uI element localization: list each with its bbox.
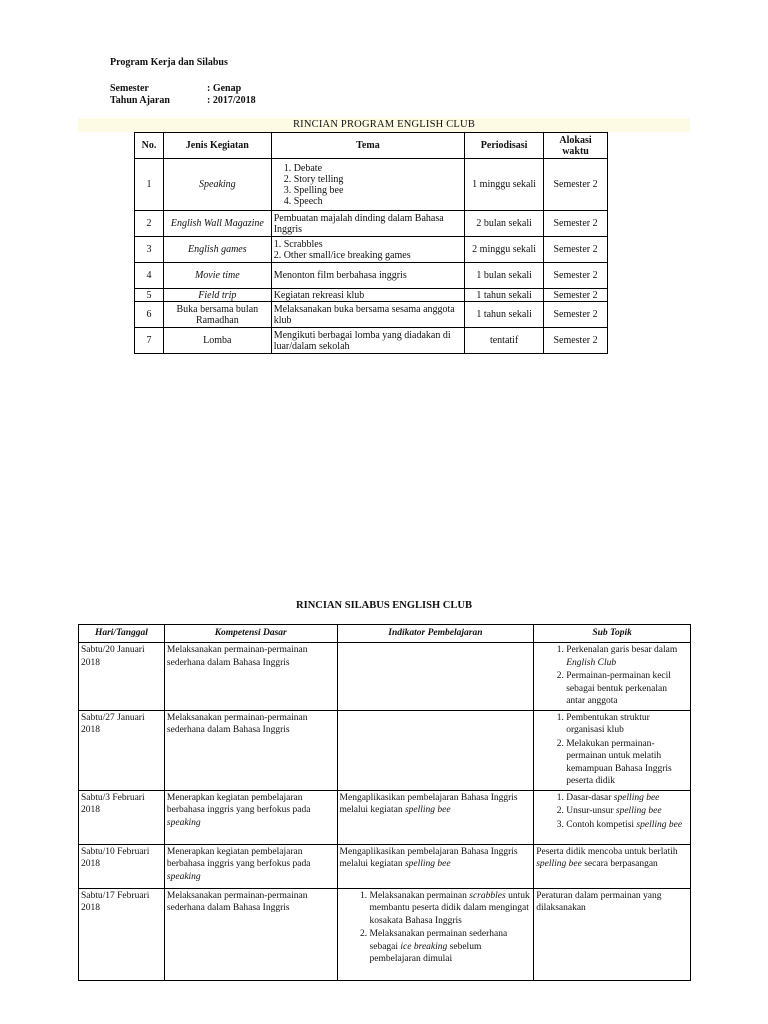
- semester-row: [110, 83, 241, 94]
- theme-cell: [271, 159, 464, 211]
- allocation: Semester 2: [544, 289, 608, 302]
- row-number: 6: [135, 302, 164, 328]
- activity-type: Lomba: [163, 328, 271, 354]
- competency-cell: Menerapkan kegiatan pembelajaran berbahasa inggris yang berfokus pada speaking: [164, 844, 337, 888]
- silabus-row: [79, 710, 691, 790]
- indicator-item: 1. Melaksanakan permainan scrabbles untuk membantu peserta didik dalam mengingat kosakata Bahasa Inggris: [370, 890, 532, 928]
- activity-type: Speaking: [163, 159, 271, 211]
- row-number: 3: [135, 237, 164, 263]
- program-table-title: RINCIAN PROGRAM ENGLISH CLUB: [292, 119, 476, 130]
- silabus-row: [79, 888, 691, 980]
- subtopic-item: 2. Melakukan permainan-permainan untuk melatih kemampuan Bahasa Inggris peserta didik: [566, 738, 688, 788]
- subtopic-item: 1. Perkenalan garis besar dalam English Club: [566, 644, 688, 669]
- indicator-item: 2. Melaksanakan permainan sederhana sebagai ice breaking sebelum pembelajaran dimulai: [370, 928, 532, 966]
- date-cell: Sabtu/27 Januari 2018: [79, 710, 165, 790]
- silabus-row: [79, 643, 691, 711]
- indicator-cell: [337, 710, 534, 790]
- column-header: Jenis Kegiatan: [163, 133, 271, 159]
- subtopic-item: 2. Unsur-unsur spelling bee: [566, 805, 688, 818]
- column-header: Tema: [271, 133, 464, 159]
- subtopic-cell: [534, 643, 691, 711]
- silabus-header-row: [79, 625, 691, 643]
- activity-type: Buka bersama bulan Ramadhan: [163, 302, 271, 328]
- column-header: No.: [135, 133, 164, 159]
- allocation: Semester 2: [544, 159, 608, 211]
- row-number: 7: [135, 328, 164, 354]
- subtopic-item: 1. Dasar-dasar spelling bee: [566, 792, 688, 805]
- period: 2 bulan sekali: [465, 211, 544, 237]
- theme-cell: Melaksanakan buka bersama sesama anggota klub: [271, 302, 464, 328]
- theme-cell: Mengikuti berbagai lomba yang diadakan di luar/dalam sekolah: [271, 328, 464, 354]
- column-header: Periodisasi: [465, 133, 544, 159]
- theme-cell: Pembuatan majalah dinding dalam Bahasa Inggris: [271, 211, 464, 237]
- program-row: [135, 159, 608, 211]
- year-label: Tahun Ajaran: [110, 95, 170, 106]
- program-table: [134, 132, 608, 354]
- theme-cell: Kegiatan rekreasi klub: [271, 289, 464, 302]
- theme-item: 2. Story telling: [283, 173, 344, 185]
- subtopic-cell: Peraturan dalam permainan yang dilaksanakan: [534, 888, 691, 980]
- subtopic-item: 3. Contoh kompetisi spelling bee: [566, 819, 688, 832]
- theme-cell: [271, 237, 464, 263]
- period: 1 minggu sekali: [465, 159, 544, 211]
- program-row: [135, 263, 608, 289]
- competency-cell: Melaksanakan permainan-permainan sederhana dalam Bahasa Inggris: [164, 643, 337, 711]
- column-header: Hari/Tanggal: [79, 625, 165, 643]
- theme-item: 3. Spelling bee: [283, 184, 344, 196]
- theme-item: 2. Other small/ice breaking games: [273, 249, 411, 261]
- subtopic-cell: [534, 790, 691, 844]
- theme-item: 4. Speech: [283, 195, 323, 207]
- period: 1 tahun sekali: [465, 302, 544, 328]
- allocation: Semester 2: [544, 302, 608, 328]
- subtopic-cell: [534, 710, 691, 790]
- competency-cell: Melaksanakan permainan-permainan sederhana dalam Bahasa Inggris: [164, 710, 337, 790]
- program-row: [135, 237, 608, 263]
- indicator-cell: [337, 888, 534, 980]
- activity-type: English Wall Magazine: [163, 211, 271, 237]
- program-header-row: [135, 133, 608, 159]
- date-cell: Sabtu/17 Februari 2018: [79, 888, 165, 980]
- subtopic-item: 2. Permainan-permainan kecil sebagai bentuk perkenalan antar anggota: [566, 670, 688, 708]
- date-cell: Sabtu/10 Februari 2018: [79, 844, 165, 888]
- indicator-cell: [337, 643, 534, 711]
- allocation: Semester 2: [544, 211, 608, 237]
- activity-type: English games: [163, 237, 271, 263]
- subtopic-cell: Peserta didik mencoba untuk berlatih spelling bee secara berpasangan: [534, 844, 691, 888]
- row-number: 5: [135, 289, 164, 302]
- row-number: 2: [135, 211, 164, 237]
- competency-cell: Melaksanakan permainan-permainan sederhana dalam Bahasa Inggris: [164, 888, 337, 980]
- indicator-cell: Mengaplikasikan pembelajaran Bahasa Inggris melalui kegiatan spelling bee: [337, 844, 534, 888]
- theme-item: 1. Scrabbles: [273, 238, 323, 250]
- theme-cell: Menonton film berbahasa inggris: [271, 263, 464, 289]
- period: tentatif: [465, 328, 544, 354]
- program-row: [135, 289, 608, 302]
- program-row: [135, 302, 608, 328]
- program-row: [135, 211, 608, 237]
- activity-type: Movie time: [163, 263, 271, 289]
- semester-label: Semester: [110, 83, 149, 94]
- silabus-table-title: RINCIAN SILABUS ENGLISH CLUB: [296, 600, 472, 611]
- activity-type: Field trip: [163, 289, 271, 302]
- date-cell: Sabtu/3 Februari 2018: [79, 790, 165, 844]
- year-row: [110, 95, 256, 106]
- allocation: Semester 2: [544, 237, 608, 263]
- row-number: 1: [135, 159, 164, 211]
- column-header: Alokasi waktu: [544, 133, 608, 159]
- period: 2 minggu sekali: [465, 237, 544, 263]
- allocation: Semester 2: [544, 263, 608, 289]
- date-cell: Sabtu/20 Januari 2018: [79, 643, 165, 711]
- subtopic-item: 1. Pembentukan struktur organisasi klub: [566, 712, 688, 737]
- row-number: 4: [135, 263, 164, 289]
- theme-item: 1. Debate: [283, 162, 323, 174]
- allocation: Semester 2: [544, 328, 608, 354]
- silabus-row: [79, 844, 691, 888]
- year-value: : 2017/2018: [207, 95, 256, 106]
- column-header: Kompetensi Dasar: [164, 625, 337, 643]
- column-header: Indikator Pembelajaran: [337, 625, 534, 643]
- period: 1 tahun sekali: [465, 289, 544, 302]
- column-header: Sub Topik: [534, 625, 691, 643]
- document-title: Program Kerja dan Silabus: [110, 57, 228, 68]
- period: 1 bulan sekali: [465, 263, 544, 289]
- semester-value: : Genap: [207, 83, 242, 94]
- silabus-row: [79, 790, 691, 844]
- silabus-table: [78, 624, 691, 981]
- competency-cell: Menerapkan kegiatan pembelajaran berbahasa inggris yang berfokus pada speaking: [164, 790, 337, 844]
- program-row: [135, 328, 608, 354]
- indicator-cell: Mengaplikasikan pembelajaran Bahasa Inggris melalui kegiatan spelling bee: [337, 790, 534, 844]
